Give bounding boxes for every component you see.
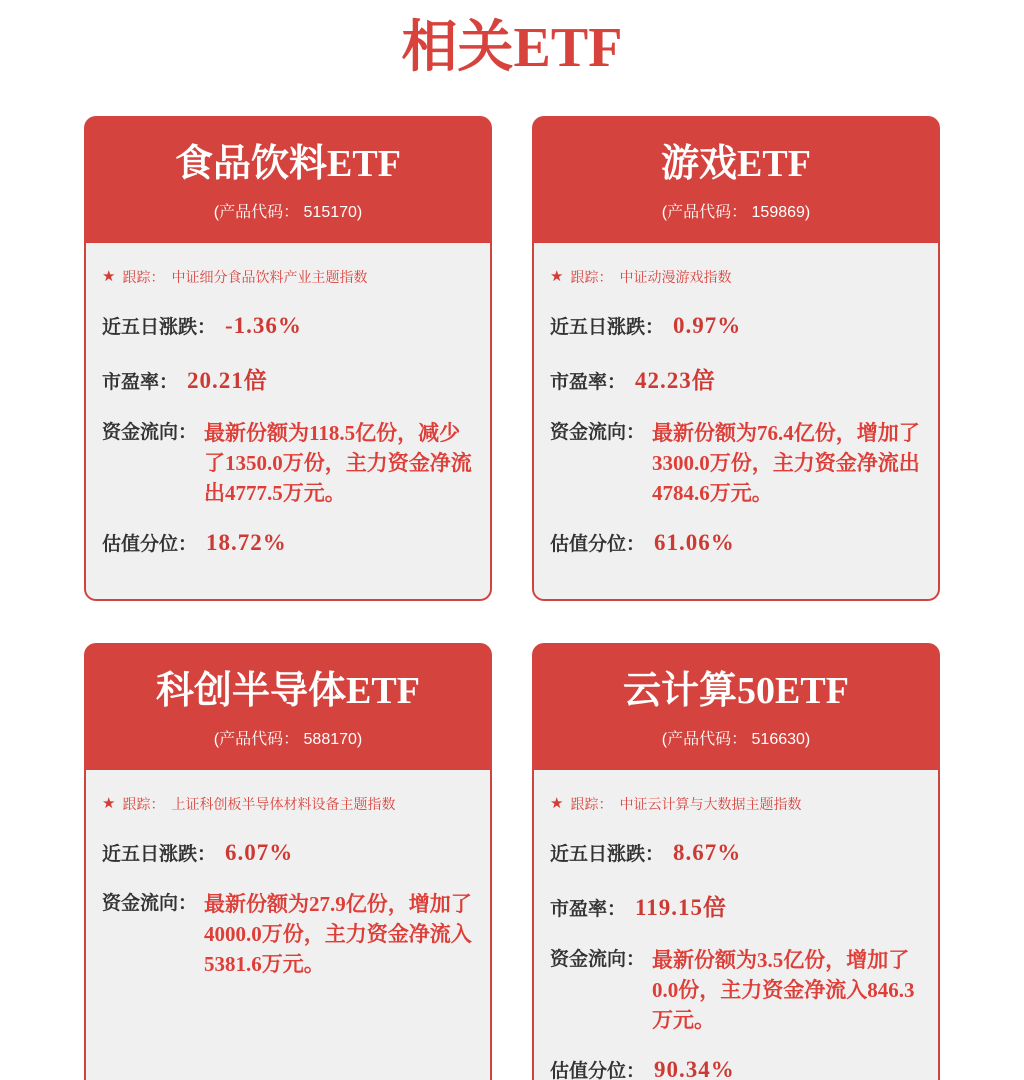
etf-name: 游戏ETF bbox=[661, 143, 811, 186]
fund-flow-row bbox=[550, 418, 924, 508]
card-body bbox=[84, 770, 492, 1080]
pe-ratio-value: 20.21倍 bbox=[187, 367, 268, 393]
page-title: 相关ETF bbox=[401, 17, 623, 79]
star-icon: ★ bbox=[550, 268, 564, 286]
tracked-index-row bbox=[102, 794, 476, 814]
fund-flow-value: 最新份额为3.5亿份，增加了0.0份，主力资金净流入846.3万元。 bbox=[652, 947, 915, 1032]
valuation-percentile-value: 61.06% bbox=[654, 530, 735, 556]
track-label: 跟踪： bbox=[122, 268, 165, 285]
valuation-percentile-value: 90.34% bbox=[654, 1056, 735, 1080]
star-icon: ★ bbox=[102, 268, 116, 286]
etf-name: 食品饮料ETF bbox=[175, 143, 401, 186]
etf-card-star-semiconductor bbox=[84, 643, 492, 1080]
fund-flow-label: 资金流向： bbox=[550, 421, 646, 443]
pe-ratio-label: 市盈率： bbox=[102, 371, 179, 393]
etf-card-food-beverage bbox=[84, 116, 492, 601]
valuation-percentile-label: 估值分位： bbox=[102, 534, 198, 556]
card-body bbox=[532, 770, 940, 1080]
fund-flow-row bbox=[102, 889, 476, 979]
fund-flow-value: 最新份额为27.9亿份，增加了4000.0万份，主力资金净流入5381.6万元。 bbox=[204, 891, 472, 976]
etf-product-code: (产品代码： 588170) bbox=[213, 730, 363, 748]
fund-flow-label: 资金流向： bbox=[102, 421, 198, 443]
five-day-change-value: 0.97% bbox=[673, 312, 742, 338]
valuation-percentile-row bbox=[550, 529, 924, 556]
pe-ratio-row bbox=[550, 362, 924, 395]
track-index-name: 中证动漫游戏指数 bbox=[619, 268, 732, 285]
track-index-name: 中证细分食品饮料产业主题指数 bbox=[171, 268, 368, 285]
pe-ratio-value: 42.23倍 bbox=[635, 367, 716, 393]
fund-flow-value: 最新份额为118.5亿份，减少了1350.0万份，主力资金净流出4777.5万元。 bbox=[204, 420, 472, 506]
five-day-change-label: 近五日涨跌： bbox=[102, 843, 217, 865]
card-header bbox=[84, 643, 492, 770]
five-day-change-label: 近五日涨跌： bbox=[102, 316, 217, 338]
five-day-change-row bbox=[102, 839, 476, 866]
card-body bbox=[84, 243, 492, 601]
valuation-percentile-label: 估值分位： bbox=[550, 1060, 646, 1080]
fund-flow-label: 资金流向： bbox=[550, 948, 646, 970]
etf-product-code: (产品代码： 515170) bbox=[213, 203, 363, 221]
card-header bbox=[532, 643, 940, 770]
etf-card-game bbox=[532, 116, 940, 601]
valuation-percentile-row bbox=[550, 1056, 924, 1080]
fund-flow-label: 资金流向： bbox=[102, 892, 198, 914]
pe-ratio-row bbox=[550, 889, 924, 922]
track-label: 跟踪： bbox=[122, 795, 165, 812]
five-day-change-value: 6.07% bbox=[225, 839, 294, 865]
card-header bbox=[532, 116, 940, 243]
five-day-change-row bbox=[550, 312, 924, 339]
valuation-percentile-label: 估值分位： bbox=[550, 534, 646, 556]
track-label: 跟踪： bbox=[570, 268, 613, 285]
five-day-change-row bbox=[550, 839, 924, 866]
etf-card-cloud-computing-50 bbox=[532, 643, 940, 1080]
pe-ratio-value: 119.15倍 bbox=[635, 894, 727, 920]
track-index-name: 中证云计算与大数据主题指数 bbox=[619, 795, 802, 812]
five-day-change-row bbox=[102, 312, 476, 339]
star-icon: ★ bbox=[102, 795, 116, 813]
tracked-index-row bbox=[102, 267, 476, 287]
five-day-change-label: 近五日涨跌： bbox=[550, 843, 665, 865]
track-label: 跟踪： bbox=[570, 795, 613, 812]
etf-name: 科创半导体ETF bbox=[156, 670, 420, 713]
etf-card-grid bbox=[84, 116, 940, 1080]
tracked-index-row bbox=[550, 267, 924, 287]
tracked-index-row bbox=[550, 794, 924, 814]
pe-ratio-label: 市盈率： bbox=[550, 898, 627, 920]
five-day-change-label: 近五日涨跌： bbox=[550, 316, 665, 338]
five-day-change-value: -1.36% bbox=[225, 312, 302, 338]
valuation-percentile-value: 18.72% bbox=[206, 530, 287, 556]
card-header bbox=[84, 116, 492, 243]
etf-name: 云计算50ETF bbox=[623, 670, 849, 713]
five-day-change-value: 8.67% bbox=[673, 839, 742, 865]
pe-ratio-label: 市盈率： bbox=[550, 371, 627, 393]
fund-flow-value: 最新份额为76.4亿份，增加了3300.0万份，主力资金净流出4784.6万元。 bbox=[652, 420, 920, 506]
valuation-percentile-row bbox=[102, 529, 476, 556]
fund-flow-row bbox=[102, 418, 476, 508]
etf-product-code: (产品代码： 516630) bbox=[661, 730, 811, 748]
track-index-name: 上证科创板半导体材料设备主题指数 bbox=[171, 795, 396, 812]
star-icon: ★ bbox=[550, 795, 564, 813]
pe-ratio-row bbox=[102, 362, 476, 395]
fund-flow-row bbox=[550, 945, 924, 1035]
card-body bbox=[532, 243, 940, 601]
etf-product-code: (产品代码： 159869) bbox=[661, 203, 811, 221]
